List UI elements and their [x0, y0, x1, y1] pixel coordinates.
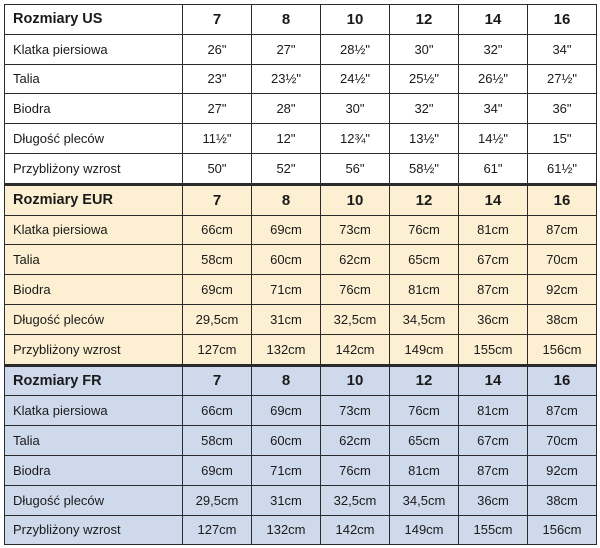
table-cell: 155cm — [459, 515, 528, 545]
row-label: Długość pleców — [5, 485, 183, 515]
table-cell: 142cm — [321, 515, 390, 545]
table-cell: 11½" — [183, 124, 252, 154]
section-title: Rozmiary EUR — [5, 184, 183, 215]
table-cell: 149cm — [390, 334, 459, 365]
row-label: Przybliżony wzrost — [5, 515, 183, 545]
table-row — [5, 124, 597, 154]
table-cell: 76cm — [321, 275, 390, 305]
size-header: 12 — [390, 5, 459, 35]
section-header-fr — [5, 365, 597, 396]
table-cell: 62cm — [321, 245, 390, 275]
section-eur — [5, 184, 597, 365]
table-cell: 26½" — [459, 64, 528, 94]
table-cell: 92cm — [528, 275, 597, 305]
row-label: Biodra — [5, 94, 183, 124]
table-cell: 27" — [183, 94, 252, 124]
table-cell: 36cm — [459, 304, 528, 334]
table-cell: 30" — [390, 34, 459, 64]
table-row — [5, 245, 597, 275]
section-header-us — [5, 5, 597, 35]
table-cell: 62cm — [321, 426, 390, 456]
table-cell: 61½" — [528, 153, 597, 184]
table-cell: 81cm — [459, 396, 528, 426]
table-cell: 29,5cm — [183, 304, 252, 334]
size-header: 8 — [252, 365, 321, 396]
table-row — [5, 485, 597, 515]
size-header: 10 — [321, 5, 390, 35]
table-row — [5, 153, 597, 184]
table-cell: 127cm — [183, 515, 252, 545]
row-label: Klatka piersiowa — [5, 34, 183, 64]
table-cell: 29,5cm — [183, 485, 252, 515]
size-header: 8 — [252, 5, 321, 35]
size-header: 8 — [252, 184, 321, 215]
table-cell: 23½" — [252, 64, 321, 94]
table-cell: 87cm — [528, 396, 597, 426]
table-cell: 127cm — [183, 334, 252, 365]
table-row — [5, 215, 597, 245]
section-header-eur — [5, 184, 597, 215]
table-cell: 36cm — [459, 485, 528, 515]
table-cell: 32,5cm — [321, 485, 390, 515]
table-cell: 27" — [252, 34, 321, 64]
table-cell: 81cm — [459, 215, 528, 245]
table-cell: 156cm — [528, 334, 597, 365]
table-cell: 71cm — [252, 275, 321, 305]
table-cell: 58½" — [390, 153, 459, 184]
table-cell: 67cm — [459, 245, 528, 275]
table-cell: 65cm — [390, 426, 459, 456]
table-cell: 71cm — [252, 455, 321, 485]
row-label: Talia — [5, 245, 183, 275]
size-header: 14 — [459, 365, 528, 396]
table-cell: 132cm — [252, 515, 321, 545]
size-header: 7 — [183, 184, 252, 215]
table-cell: 69cm — [252, 396, 321, 426]
table-row — [5, 426, 597, 456]
table-cell: 26" — [183, 34, 252, 64]
table-cell: 155cm — [459, 334, 528, 365]
table-row — [5, 64, 597, 94]
table-cell: 87cm — [459, 275, 528, 305]
size-header: 10 — [321, 184, 390, 215]
table-cell: 76cm — [390, 215, 459, 245]
table-cell: 23" — [183, 64, 252, 94]
table-cell: 56" — [321, 153, 390, 184]
row-label: Talia — [5, 426, 183, 456]
table-row — [5, 275, 597, 305]
table-cell: 12¾" — [321, 124, 390, 154]
table-cell: 38cm — [528, 304, 597, 334]
section-us — [5, 5, 597, 185]
row-label: Klatka piersiowa — [5, 215, 183, 245]
table-cell: 132cm — [252, 334, 321, 365]
table-cell: 61" — [459, 153, 528, 184]
row-label: Przybliżony wzrost — [5, 334, 183, 365]
section-title: Rozmiary FR — [5, 365, 183, 396]
table-cell: 27½" — [528, 64, 597, 94]
table-row — [5, 94, 597, 124]
section-fr — [5, 365, 597, 545]
table-cell: 60cm — [252, 245, 321, 275]
table-cell: 73cm — [321, 396, 390, 426]
table-cell: 69cm — [183, 275, 252, 305]
table-cell: 67cm — [459, 426, 528, 456]
table-cell: 60cm — [252, 426, 321, 456]
table-cell: 32" — [459, 34, 528, 64]
row-label: Klatka piersiowa — [5, 396, 183, 426]
row-label: Przybliżony wzrost — [5, 153, 183, 184]
table-cell: 52" — [252, 153, 321, 184]
table-cell: 28½" — [321, 34, 390, 64]
table-cell: 12" — [252, 124, 321, 154]
size-header: 14 — [459, 184, 528, 215]
row-label: Biodra — [5, 455, 183, 485]
table-cell: 31cm — [252, 304, 321, 334]
table-cell: 13½" — [390, 124, 459, 154]
size-header: 14 — [459, 5, 528, 35]
table-cell: 31cm — [252, 485, 321, 515]
size-header: 10 — [321, 365, 390, 396]
table-cell: 70cm — [528, 426, 597, 456]
table-row — [5, 396, 597, 426]
row-label: Biodra — [5, 275, 183, 305]
table-row — [5, 34, 597, 64]
table-cell: 36" — [528, 94, 597, 124]
table-cell: 50" — [183, 153, 252, 184]
table-cell: 65cm — [390, 245, 459, 275]
table-cell: 14½" — [459, 124, 528, 154]
table-cell: 70cm — [528, 245, 597, 275]
row-label: Długość pleców — [5, 124, 183, 154]
table-cell: 66cm — [183, 396, 252, 426]
table-row — [5, 334, 597, 365]
table-cell: 66cm — [183, 215, 252, 245]
table-cell: 76cm — [321, 455, 390, 485]
table-cell: 24½" — [321, 64, 390, 94]
table-cell: 58cm — [183, 426, 252, 456]
table-row — [5, 455, 597, 485]
section-title: Rozmiary US — [5, 5, 183, 35]
size-header: 16 — [528, 365, 597, 396]
table-cell: 76cm — [390, 396, 459, 426]
table-row — [5, 515, 597, 545]
table-cell: 73cm — [321, 215, 390, 245]
table-cell: 58cm — [183, 245, 252, 275]
row-label: Długość pleców — [5, 304, 183, 334]
size-header: 12 — [390, 365, 459, 396]
table-cell: 15" — [528, 124, 597, 154]
table-cell: 81cm — [390, 275, 459, 305]
table-cell: 32,5cm — [321, 304, 390, 334]
table-cell: 32" — [390, 94, 459, 124]
table-cell: 28" — [252, 94, 321, 124]
table-cell: 25½" — [390, 64, 459, 94]
table-cell: 34" — [459, 94, 528, 124]
size-header: 7 — [183, 5, 252, 35]
size-header: 7 — [183, 365, 252, 396]
size-header: 16 — [528, 5, 597, 35]
table-cell: 34" — [528, 34, 597, 64]
size-header: 16 — [528, 184, 597, 215]
table-cell: 142cm — [321, 334, 390, 365]
size-table — [4, 4, 597, 545]
table-cell: 38cm — [528, 485, 597, 515]
table-cell: 149cm — [390, 515, 459, 545]
table-row — [5, 304, 597, 334]
table-cell: 92cm — [528, 455, 597, 485]
table-cell: 156cm — [528, 515, 597, 545]
table-cell: 69cm — [183, 455, 252, 485]
table-cell: 34,5cm — [390, 304, 459, 334]
table-cell: 81cm — [390, 455, 459, 485]
table-cell: 87cm — [528, 215, 597, 245]
table-cell: 30" — [321, 94, 390, 124]
table-cell: 34,5cm — [390, 485, 459, 515]
table-cell: 87cm — [459, 455, 528, 485]
size-chart — [4, 4, 597, 545]
table-cell: 69cm — [252, 215, 321, 245]
size-header: 12 — [390, 184, 459, 215]
row-label: Talia — [5, 64, 183, 94]
